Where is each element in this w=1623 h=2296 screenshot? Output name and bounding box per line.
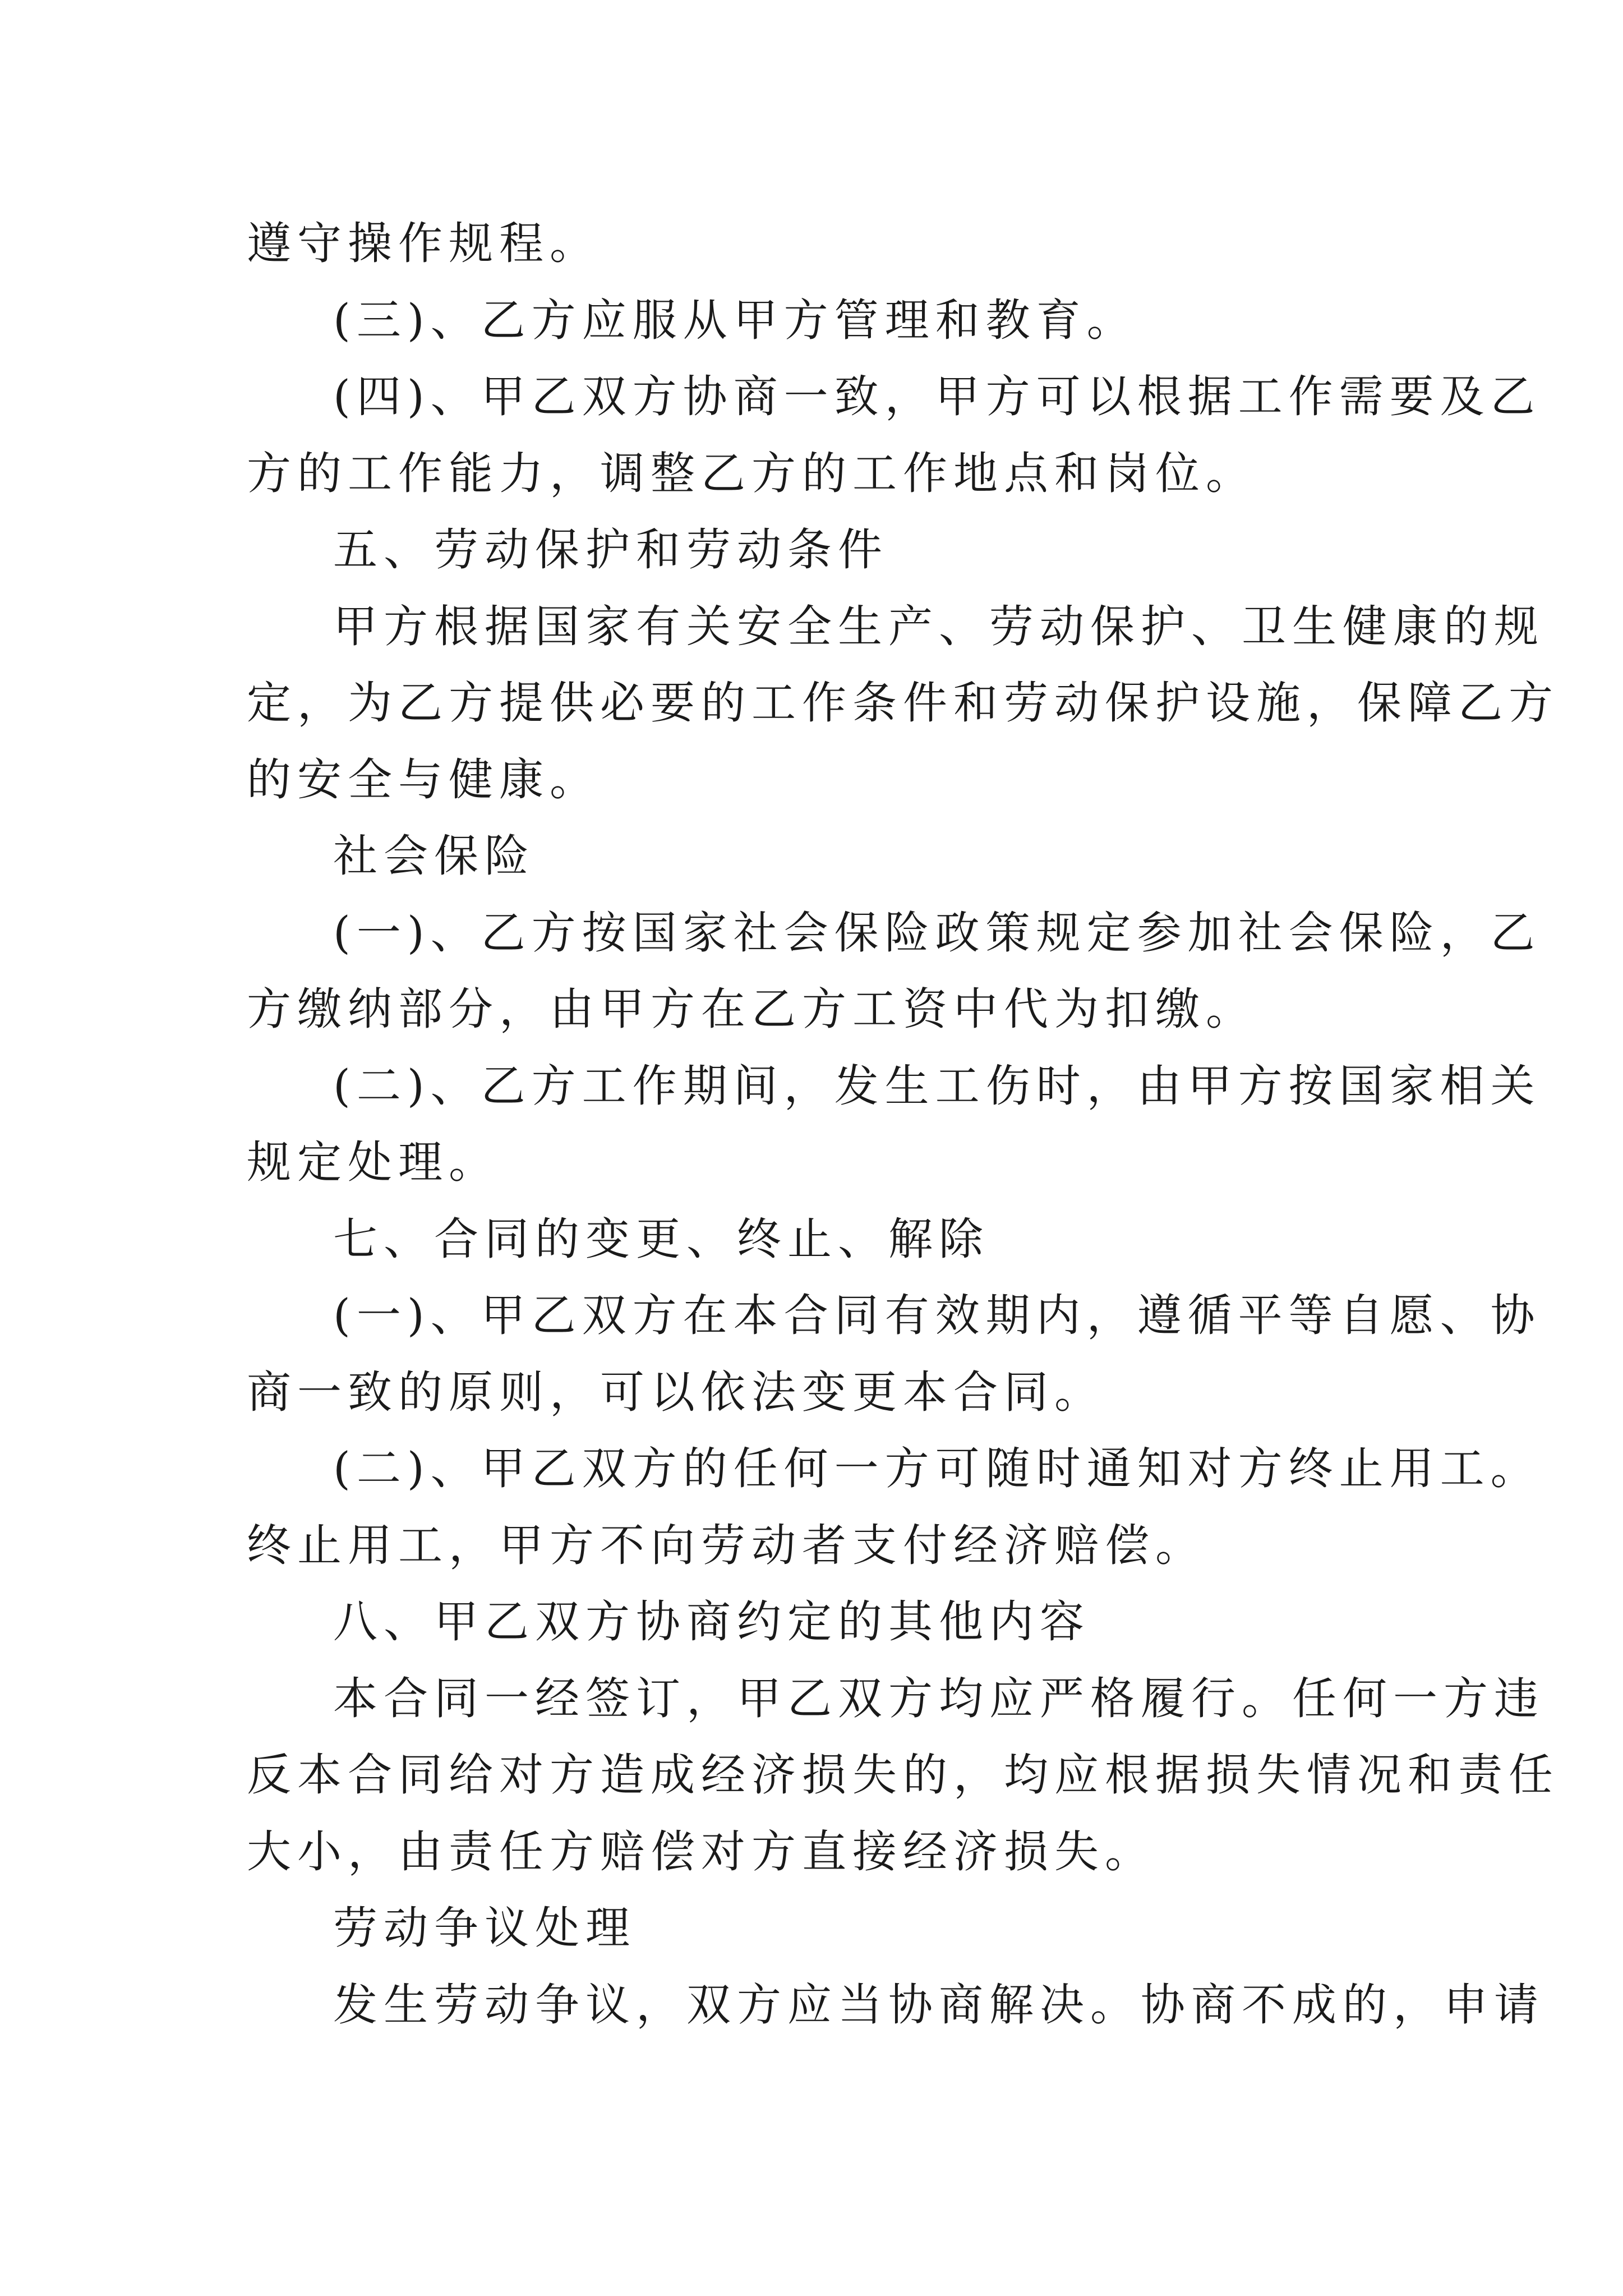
text-line: 终止用工，甲方不向劳动者支付经济赔偿。 (247, 1519, 1206, 1571)
paragraph-line: 本合同一经签订，甲乙双方均应严格履行。任何一方违 (333, 1672, 1544, 1724)
text-line: 规定处理。 (247, 1137, 499, 1188)
clause-item: (三)、乙方应服从甲方管理和教育。 (333, 294, 1137, 346)
text-line: 反本合同给对方造成经济损失的，均应根据损失情况和责任 (247, 1749, 1559, 1801)
clause-item: (二)、甲乙双方的任何一方可随时通知对方终止用工。 (333, 1443, 1541, 1494)
text-line: 方缴纳部分，由甲方在乙方工资中代为扣缴。 (247, 983, 1256, 1035)
section-heading: 八、甲乙双方协商约定的其他内容 (333, 1596, 1090, 1648)
clause-item: (一)、乙方按国家社会保险政策规定参加社会保险，乙 (333, 907, 1541, 959)
text-line: 商一致的原则，可以依法变更本合同。 (247, 1366, 1105, 1418)
text-line: 的安全与健康。 (247, 753, 600, 806)
text-line: 定，为乙方提供必要的工作条件和劳动保护设施，保障乙方 (247, 677, 1559, 729)
section-heading: 劳动争议处理 (333, 1902, 636, 1954)
section-heading: 社会保险 (333, 830, 535, 882)
clause-item: (一)、甲乙双方在本合同有效期内，遵循平等自愿、协 (333, 1290, 1541, 1341)
clause-item: (四)、甲乙双方协商一致，甲方可以根据工作需要及乙 (333, 371, 1541, 422)
paragraph-line: 甲方根据国家有关安全生产、劳动保护、卫生健康的规 (333, 600, 1544, 652)
text-line: 大小，由责任方赔偿对方直接经济损失。 (247, 1825, 1155, 1878)
clause-item: (二)、乙方工作期间，发生工伤时，由甲方按国家相关 (333, 1060, 1541, 1112)
text-line: 方的工作能力，调整乙方的工作地点和岗位。 (247, 447, 1256, 499)
section-heading: 七、合同的变更、终止、解除 (333, 1213, 989, 1265)
document-body (247, 205, 1559, 2043)
section-heading: 五、劳动保护和劳动条件 (333, 524, 888, 576)
text-line: 遵守操作规程。 (247, 218, 600, 269)
paragraph-line: 发生劳动争议，双方应当协商解决。协商不成的，申请 (333, 1978, 1544, 2031)
